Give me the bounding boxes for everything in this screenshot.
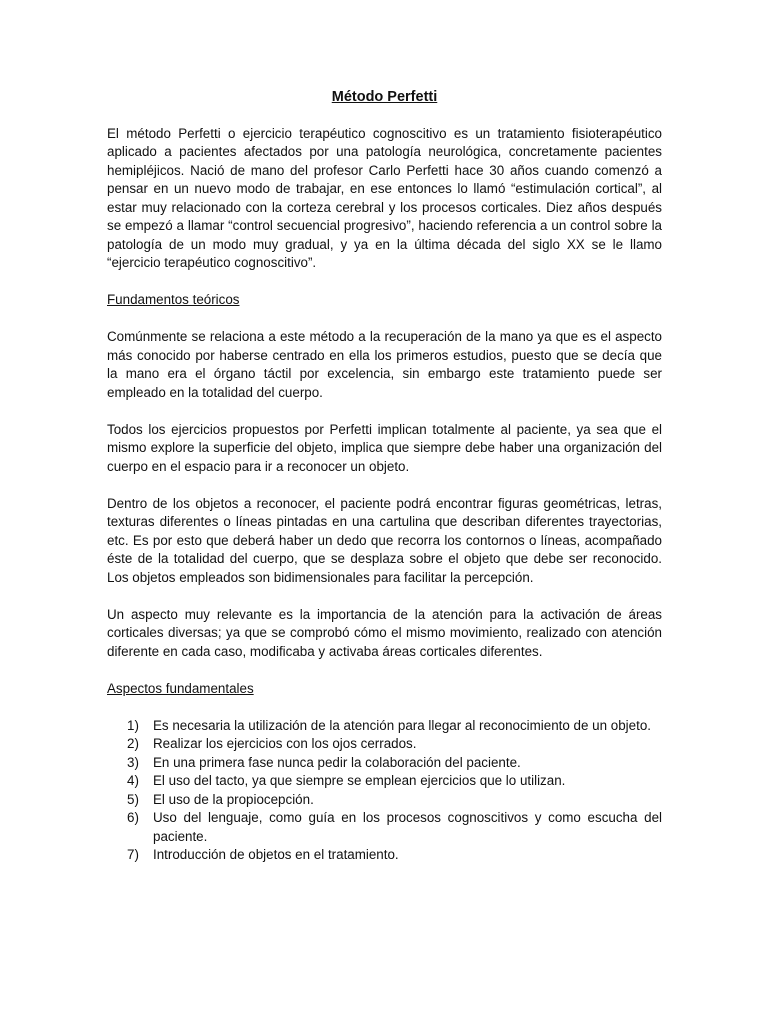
paragraph: Todos los ejercicios propuestos por Perfetti implican totalmente al paciente, ya sea que el mismo explore la superficie del objeto, implica que siempre debe haber una organización del cuerpo en el espacio para ir a reconocer un objeto. — [107, 421, 662, 474]
paragraph: Un aspecto muy relevante es la importancia de la atención para la activación de áreas corticales diversas; ya que se comprobó cómo el mismo movimiento, realizado con atención diferente en cada caso, modificaba y activaba áreas corticales diferentes. — [107, 606, 662, 659]
list-number: 4) — [127, 773, 139, 788]
list-item — [107, 717, 662, 736]
document-title: Método Perfetti — [331, 89, 438, 105]
section-heading-aspectos: Aspectos fundamentales — [107, 680, 254, 696]
paragraph: Comúnmente se relaciona a este método a la recuperación de la mano ya que es el aspecto más conocido por haberse centrado en ella los primeros estudios, puesto que se decía que la mano era el órgano táctil por excelencia, sin embargo este tratamiento puede ser empleado en la totalidad del cuerpo. — [107, 329, 662, 400]
list-text: El uso del tacto, ya que siempre se emplean ejercicios que lo utilizan. — [153, 773, 566, 788]
list-item — [107, 772, 662, 791]
list-number: 7) — [127, 847, 139, 862]
list-text: Realizar los ejercicios con los ojos cerrados. — [153, 736, 417, 751]
list-number: 3) — [127, 754, 139, 770]
list-item — [107, 791, 662, 810]
list-item — [107, 846, 662, 865]
list-item — [107, 754, 662, 773]
paragraph: Dentro de los objetos a reconocer, el paciente podrá encontrar figuras geométricas, letras, texturas diferentes o líneas pintadas en una cartulina que describan diferentes trayectorias, etc. Es por esto que deberá haber un dedo que recorra los contornos o líneas, acompañado éste de la totalidad del cuerpo, que se desplaza sobre el objeto que debe ser reconocido. Los objetos empleados son bidimensionales para facilitar la percepción. — [107, 495, 662, 585]
list-number: 1) — [127, 717, 139, 733]
list-text: Es necesaria la utilización de la atención para llegar al reconocimiento de un objeto. — [153, 717, 651, 733]
intro-paragraph: El método Perfetti o ejercicio terapéutico cognoscitivo es un tratamiento fisioterapéutico aplicado a pacientes afectados por una patología neurológica, concretamente pacientes hemipléjicos. Nació de mano del profesor Carlo Perfetti hace 30 años cuando comenzó a pensar en un nuevo modo de trabajar, en ese entonces lo llamó “estimulación cortical”, al estar muy relacionado con la corteza cerebral y los procesos corticales. Diez años después se empezó a llamar “control secuencial progresivo”, haciendo referencia a un control sobre la patología de un modo muy gradual, y ya en la última década del siglo XX se le llamo “ejercicio terapéutico cognoscitivo”. — [107, 125, 662, 270]
list-text: En una primera fase nunca pedir la colaboración del paciente. — [153, 754, 521, 770]
list-text: Introducción de objetos en el tratamiento. — [153, 847, 399, 862]
list-number: 6) — [127, 810, 139, 825]
list-text: Uso del lenguaje, como guía en los procesos cognoscitivos y como escucha del paciente. — [153, 810, 662, 844]
list-number: 2) — [127, 736, 139, 751]
section-heading-fundamentos: Fundamentos teóricos — [107, 292, 240, 307]
list-number: 5) — [127, 791, 139, 807]
document-page — [107, 88, 662, 865]
aspects-list — [107, 717, 662, 865]
list-item — [107, 809, 662, 846]
list-item — [107, 735, 662, 754]
list-text: El uso de la propiocepción. — [153, 791, 314, 807]
